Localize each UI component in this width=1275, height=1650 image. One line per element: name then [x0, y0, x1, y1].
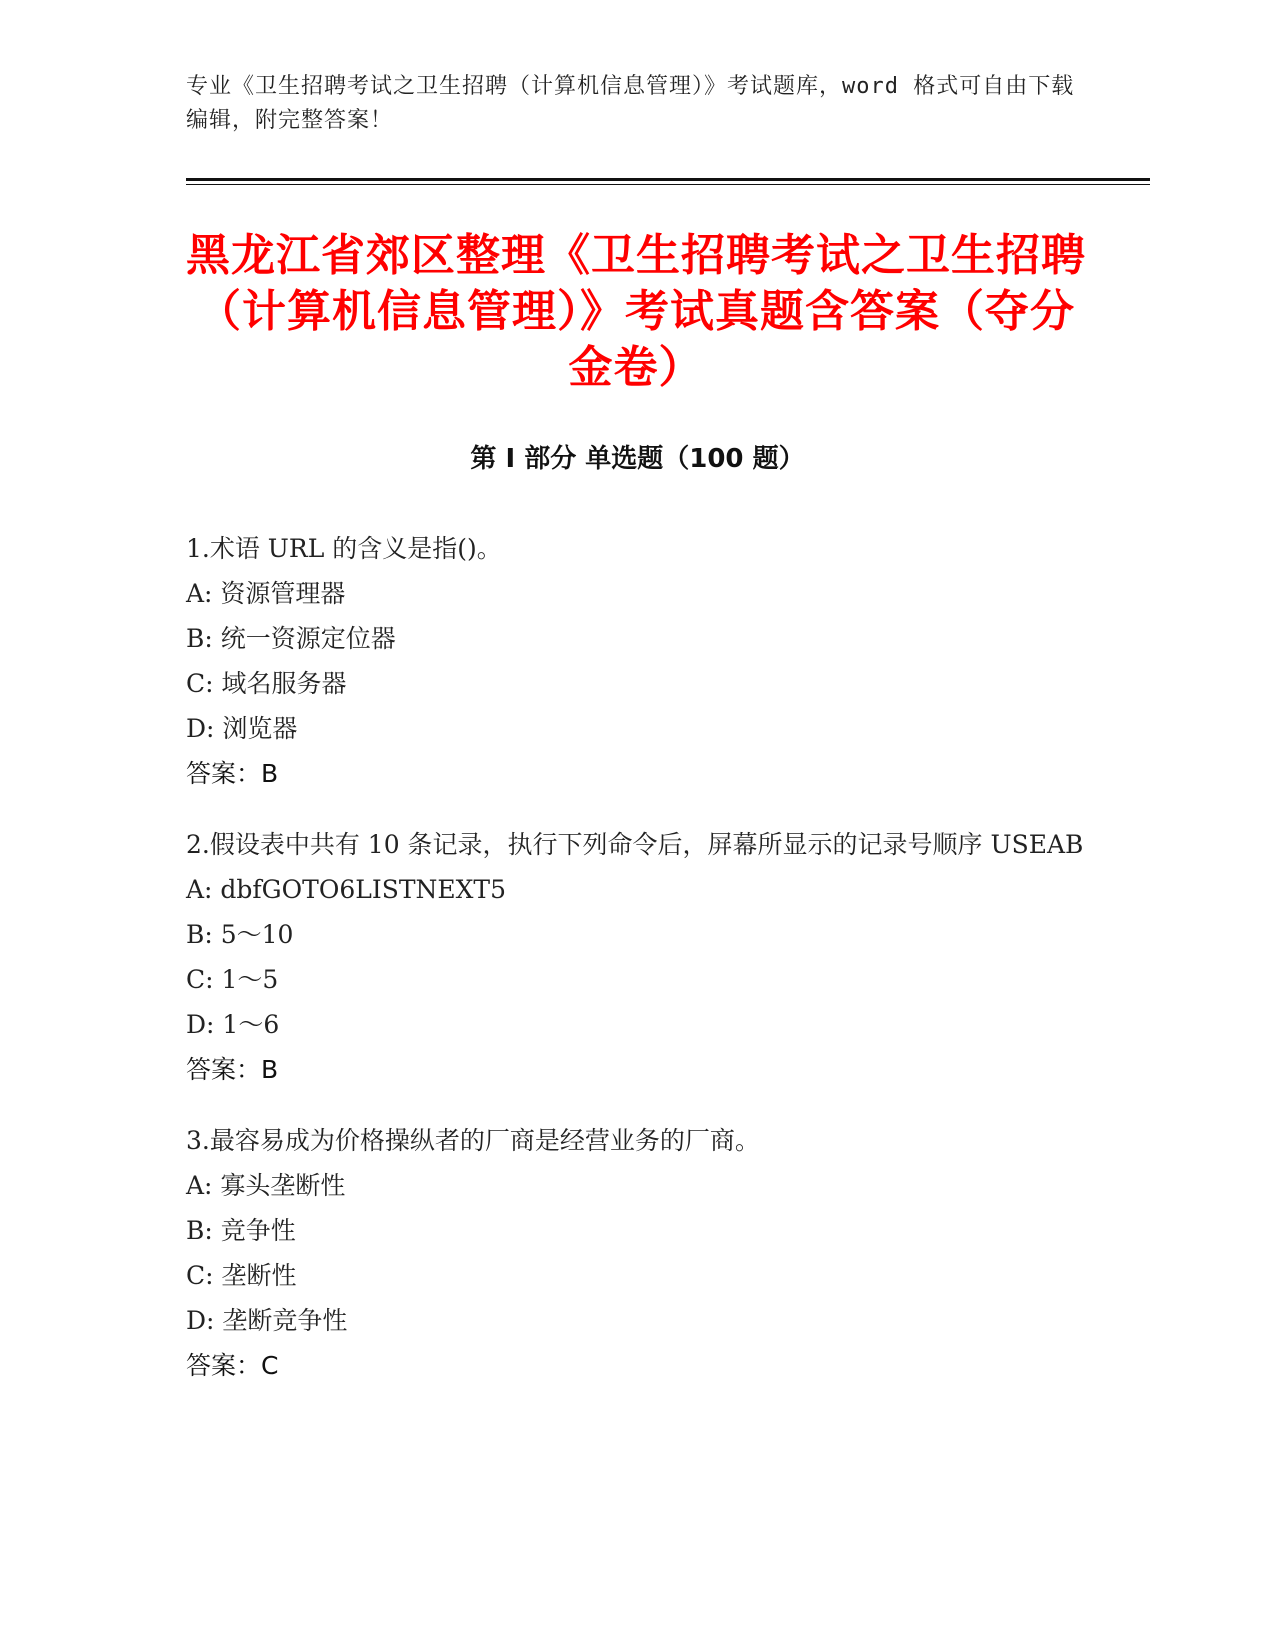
question-option: B: 竞争性 [186, 1216, 296, 1245]
question-stem: 3.最容易成为价格操纵者的厂商是经营业务的厂商。 [186, 1126, 760, 1155]
question-option: A: 资源管理器 [186, 579, 346, 608]
document-title: 黑龙江省郊区整理《卫生招聘考试之卫生招聘（计算机信息管理）》考试真题含答案（夺分金卷） [186, 230, 1086, 393]
question-item [186, 526, 1086, 796]
section-title: 第 I 部分 单选题（100 题） [470, 444, 805, 474]
question-option: D: 1～6 [186, 1010, 280, 1039]
question-answer: 答案：B [186, 759, 279, 788]
question-option: C: 垄断性 [186, 1261, 297, 1290]
header-rule-thick [186, 178, 1150, 181]
question-option: B: 统一资源定位器 [186, 624, 396, 653]
question-option: A: 寡头垄断性 [186, 1171, 346, 1200]
question-list [186, 526, 1086, 1414]
question-stem: 2.假设表中共有 10 条记录，执行下列命令后，屏幕所显示的记录号顺序 USEAB [186, 830, 1084, 859]
question-option: D: 垄断竞争性 [186, 1306, 348, 1335]
question-option: A: dbfGOTO6LISTNEXT5 [186, 875, 507, 904]
question-option: D: 浏览器 [186, 714, 298, 743]
question-item [186, 822, 1086, 1092]
question-option: C: 域名服务器 [186, 669, 347, 698]
header-note: 专业《卫生招聘考试之卫生招聘（计算机信息管理）》考试题库，word 格式可自由下载编辑，附完整答案！ [186, 74, 1075, 133]
question-stem: 1.术语 URL 的含义是指()。 [186, 534, 502, 563]
header-rule-thin [186, 184, 1150, 185]
question-answer: 答案：C [186, 1351, 279, 1380]
question-option: B: 5～10 [186, 920, 294, 949]
question-option: C: 1～5 [186, 965, 279, 994]
question-answer: 答案：B [186, 1055, 279, 1084]
question-item [186, 1118, 1086, 1388]
